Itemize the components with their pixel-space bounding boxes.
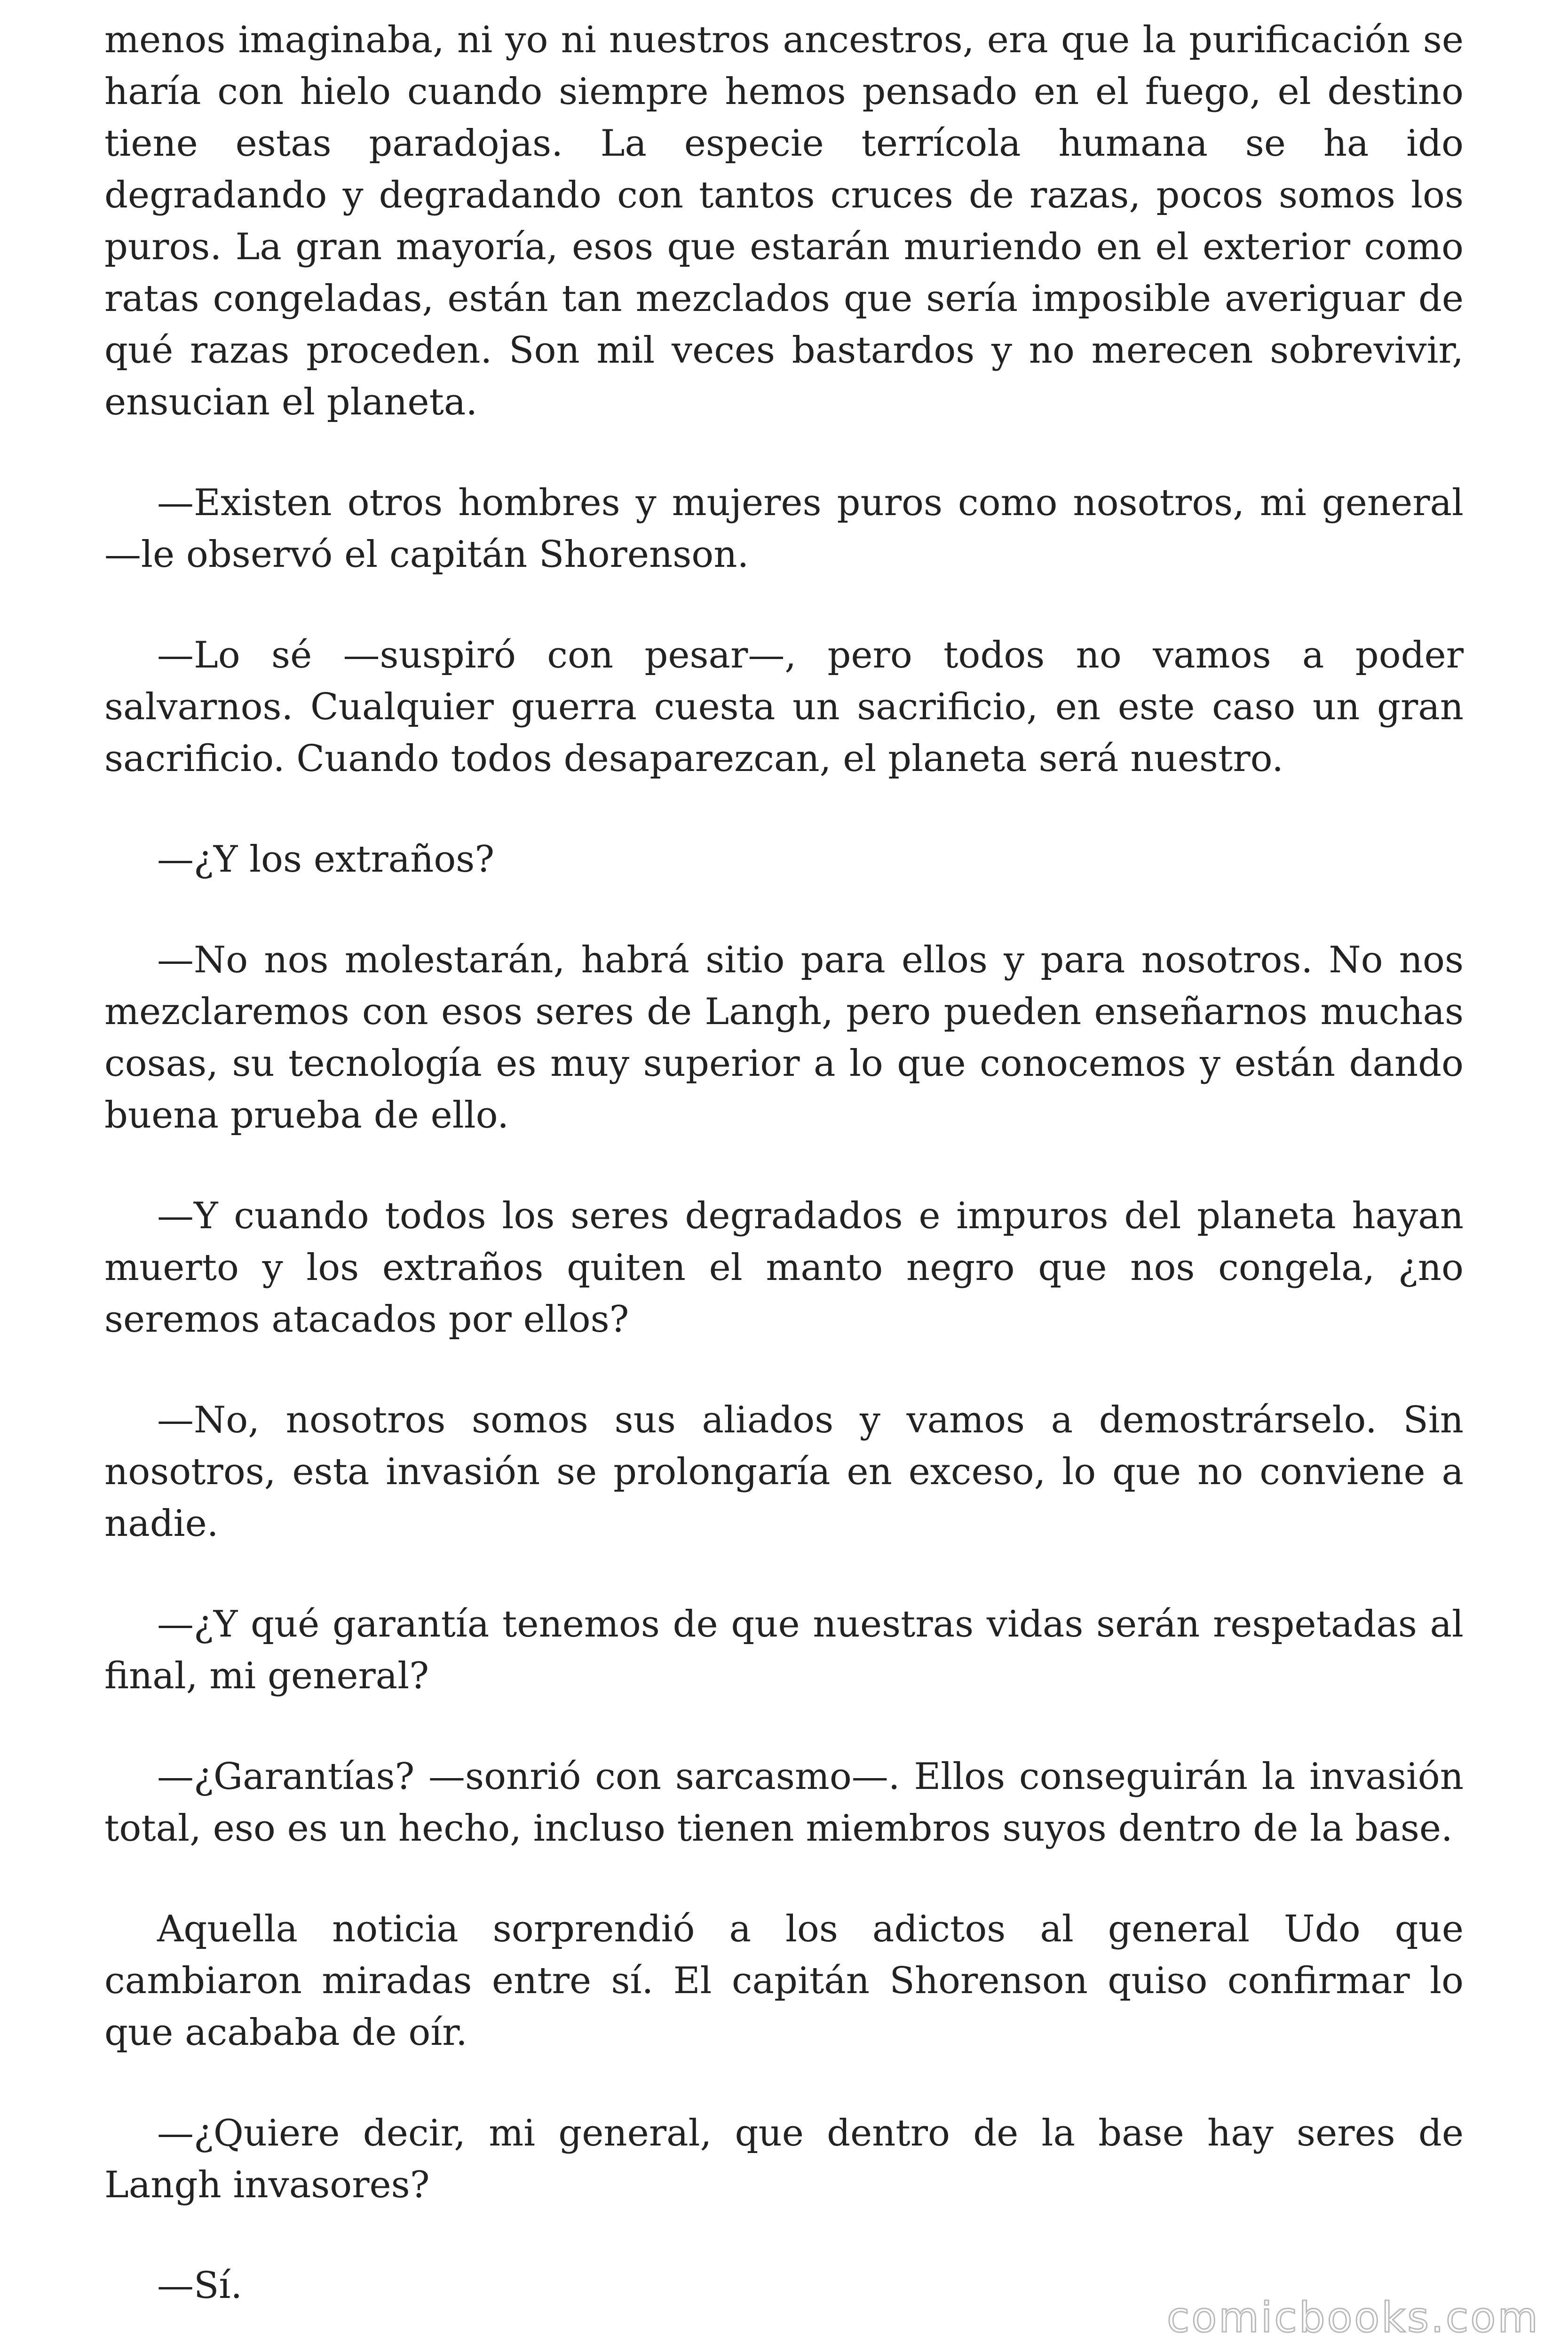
- paragraph-11: —¿Quiere decir, mi general, que dentro de la base hay seres de Langh invasores?: [104, 2112, 1464, 2206]
- paragraph-10: Aquella noticia sorprendió a los adictos al general Udo que cambiaron miradas entre sí. El capitán Shorenson quiso confirmar lo que acababa de oír.: [104, 1908, 1464, 2054]
- watermark: comicbooks.com: [1166, 2293, 1540, 2342]
- book-page: [104, 14, 1464, 2352]
- paragraph-5: —No nos molestarán, habrá sitio para ellos y para nosotros. No nos mezclaremos con esos seres de Langh, pero pueden enseñarnos muchas cosas, su tecnología es muy superior a lo que conocemos y están dando buena prueba de ello.: [104, 939, 1464, 1136]
- paragraph-2: —Existen otros hombres y mujeres puros como nosotros, mi general —le observó el capitán Shorenson.: [104, 482, 1464, 576]
- paragraph-7: —No, nosotros somos sus aliados y vamos a demostrárselo. Sin nosotros, esta invasión se prolongaría en exceso, lo que no conviene a nadie.: [104, 1399, 1464, 1545]
- paragraph-6: —Y cuando todos los seres degradados e impuros del planeta hayan muerto y los extraños quiten el manto negro que nos congela, ¿no seremos atacados por ellos?: [104, 1195, 1464, 1341]
- paragraph-1: menos imaginaba, ni yo ni nuestros ancestros, era que la purificación se haría con hielo cuando siempre hemos pensado en el fuego, el destino tiene estas paradojas. La especie terrícola humana se ha ido degradando y degradando con tantos cruces de razas, pocos somos los puros. La gran mayoría, esos que estarán muriendo en el exterior como ratas congeladas, están tan mezclados que sería imposible averiguar de qué razas proceden. Son mil veces bastardos y no merecen sobrevivir, ensucian el planeta.: [104, 19, 1464, 423]
- paragraph-4: —¿Y los extraños?: [157, 838, 495, 881]
- paragraph-12: —Sí.: [157, 2265, 243, 2307]
- paragraph-3: —Lo sé —suspiró con pesar—, pero todos no vamos a poder salvarnos. Cualquier guerra cuesta un sacrificio, en este caso un gran sacrificio. Cuando todos desaparezcan, el planeta será nuestro.: [104, 634, 1464, 780]
- paragraph-8: —¿Y qué garantía tenemos de que nuestras vidas serán respetadas al final, mi general?: [104, 1603, 1464, 1697]
- paragraph-9: —¿Garantías? —sonrió con sarcasmo—. Ellos conseguirán la invasión total, eso es un hecho, incluso tienen miembros suyos dentro de la base.: [104, 1756, 1464, 1850]
